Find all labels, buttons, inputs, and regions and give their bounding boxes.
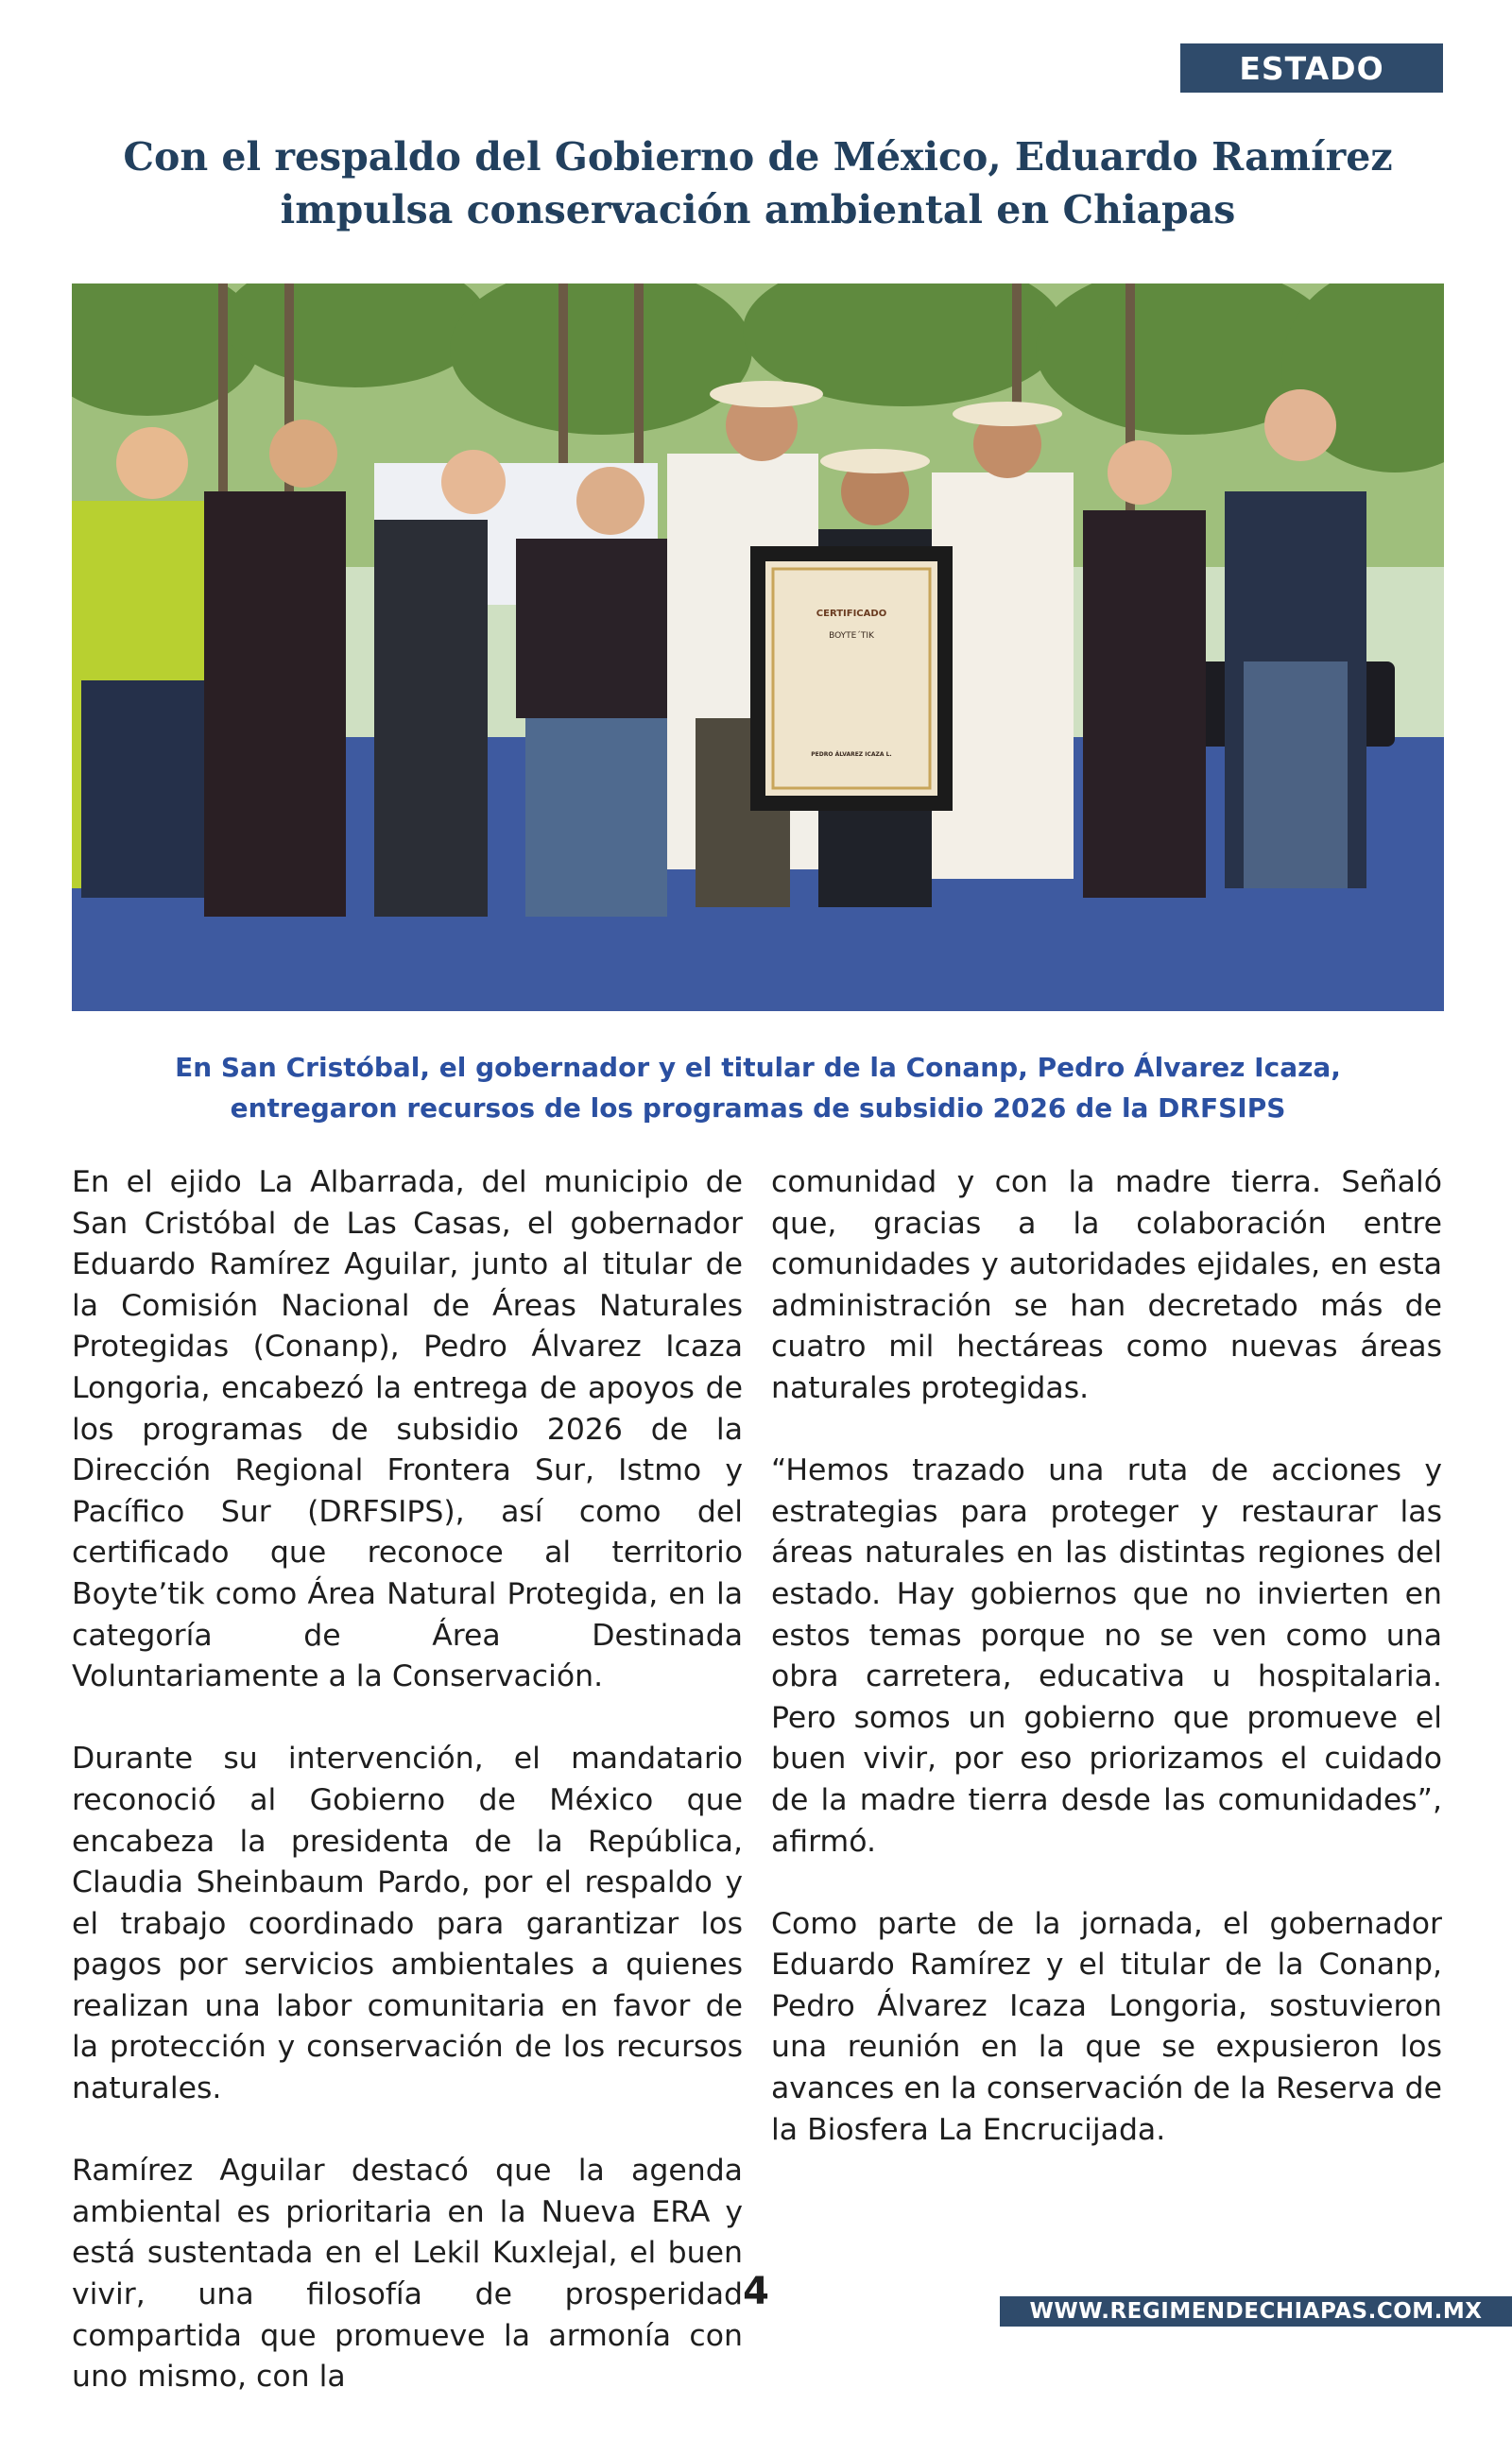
article-photo: [72, 283, 1444, 1011]
article-column-right: [771, 1162, 1442, 2192]
section-tag: ESTADO: [1180, 43, 1443, 93]
article-paragraph: Como parte de la jornada, el gobernador Eduardo Ramírez y el titular de la Conanp, Pedro Álvarez Icaza Longoria, sostuvieron una reunión en la que se expusieron los avances en la conservación de la Reserva de la Biosfera La Encrucijada.: [771, 1906, 1442, 2147]
page-number: 4: [743, 2270, 769, 2313]
article-paragraph: comunidad y con la madre tierra. Señaló que, gracias a la colaboración entre comunidades y autoridades ejidales, en esta administración se han decretado más de cuatro mil hectáreas como nuevas áreas naturales protegidas.: [771, 1165, 1442, 1405]
website-footer-link[interactable]: WWW.REGIMENDECHIAPAS.COM.MX: [1000, 2296, 1512, 2327]
certificate-heading: CERTIFICADO: [816, 609, 887, 619]
article-paragraph: En el ejido La Albarrada, del municipio de San Cristóbal de Las Casas, el gobernador Eduardo Ramírez Aguilar, junto al titular de la Comisión Nacional de Áreas Naturales Protegidas (Conanp), Pedro Álvarez Icaza Longoria, encabezó la entrega de apoyos de los programas de subsidio 2026 de la Dirección Regional Frontera Sur, Istmo y Pacífico Sur (DRFSIPS), así como del certificado que reconoce al territorio Boyte’tik como Área Natural Protegida, en la categoría de Área Destinada Voluntariamente a la Conservación.: [72, 1165, 743, 1694]
article-paragraph: Durante su intervención, el mandatario reconoció al Gobierno de México que encabeza la presidenta de la República, Claudia Sheinbaum Pardo, por el respaldo y el trabajo coordinado para garantizar los pagos por servicios ambientales a quienes realizan una labor comunitaria en favor de la protección y conservación de los recursos naturales.: [72, 1742, 743, 2106]
ceremony-photo-illustration: [72, 283, 1444, 1011]
caption-line-2: entregaron recursos de los programas de subsidio 2026 de la DRFSIPS: [230, 1092, 1286, 1124]
photo-certificate: [750, 546, 953, 811]
certificate-name: BOYTE´TIK: [829, 631, 874, 641]
certificate-signer: PEDRO ÁLVAREZ ICAZA L.: [811, 751, 892, 758]
headline-line-1: Con el respaldo del Gobierno de México, Eduardo Ramírez: [123, 134, 1393, 180]
caption-line-1: En San Cristóbal, el gobernador y el titular de la Conanp, Pedro Álvarez Icaza,: [175, 1052, 1341, 1083]
article-column-left: [72, 1162, 743, 2439]
article-headline: [72, 130, 1444, 236]
headline-line-2: impulsa conservación ambiental en Chiapas: [280, 187, 1236, 232]
article-paragraph: Ramírez Aguilar destacó que la agenda ambiental es prioritaria en la Nueva ERA y está sustentada en el Lekil Kuxlejal, el buen vivir, una filosofía de prosperidad compartida que promueve la armonía con uno mismo, con la: [72, 2154, 743, 2395]
article-paragraph: “Hemos trazado una ruta de acciones y estrategias para proteger y restaurar las áreas naturales en las distintas regiones del estado. Hay gobiernos que no invierten en estos temas porque no se ven como una obra carretera, educativa u hospitalaria. Pero somos un gobierno que promueve el buen vivir, por eso priorizamos el cuidado de la madre tierra desde las comunidades”, afirmó.: [771, 1453, 1442, 1859]
photo-caption: [72, 1047, 1444, 1128]
